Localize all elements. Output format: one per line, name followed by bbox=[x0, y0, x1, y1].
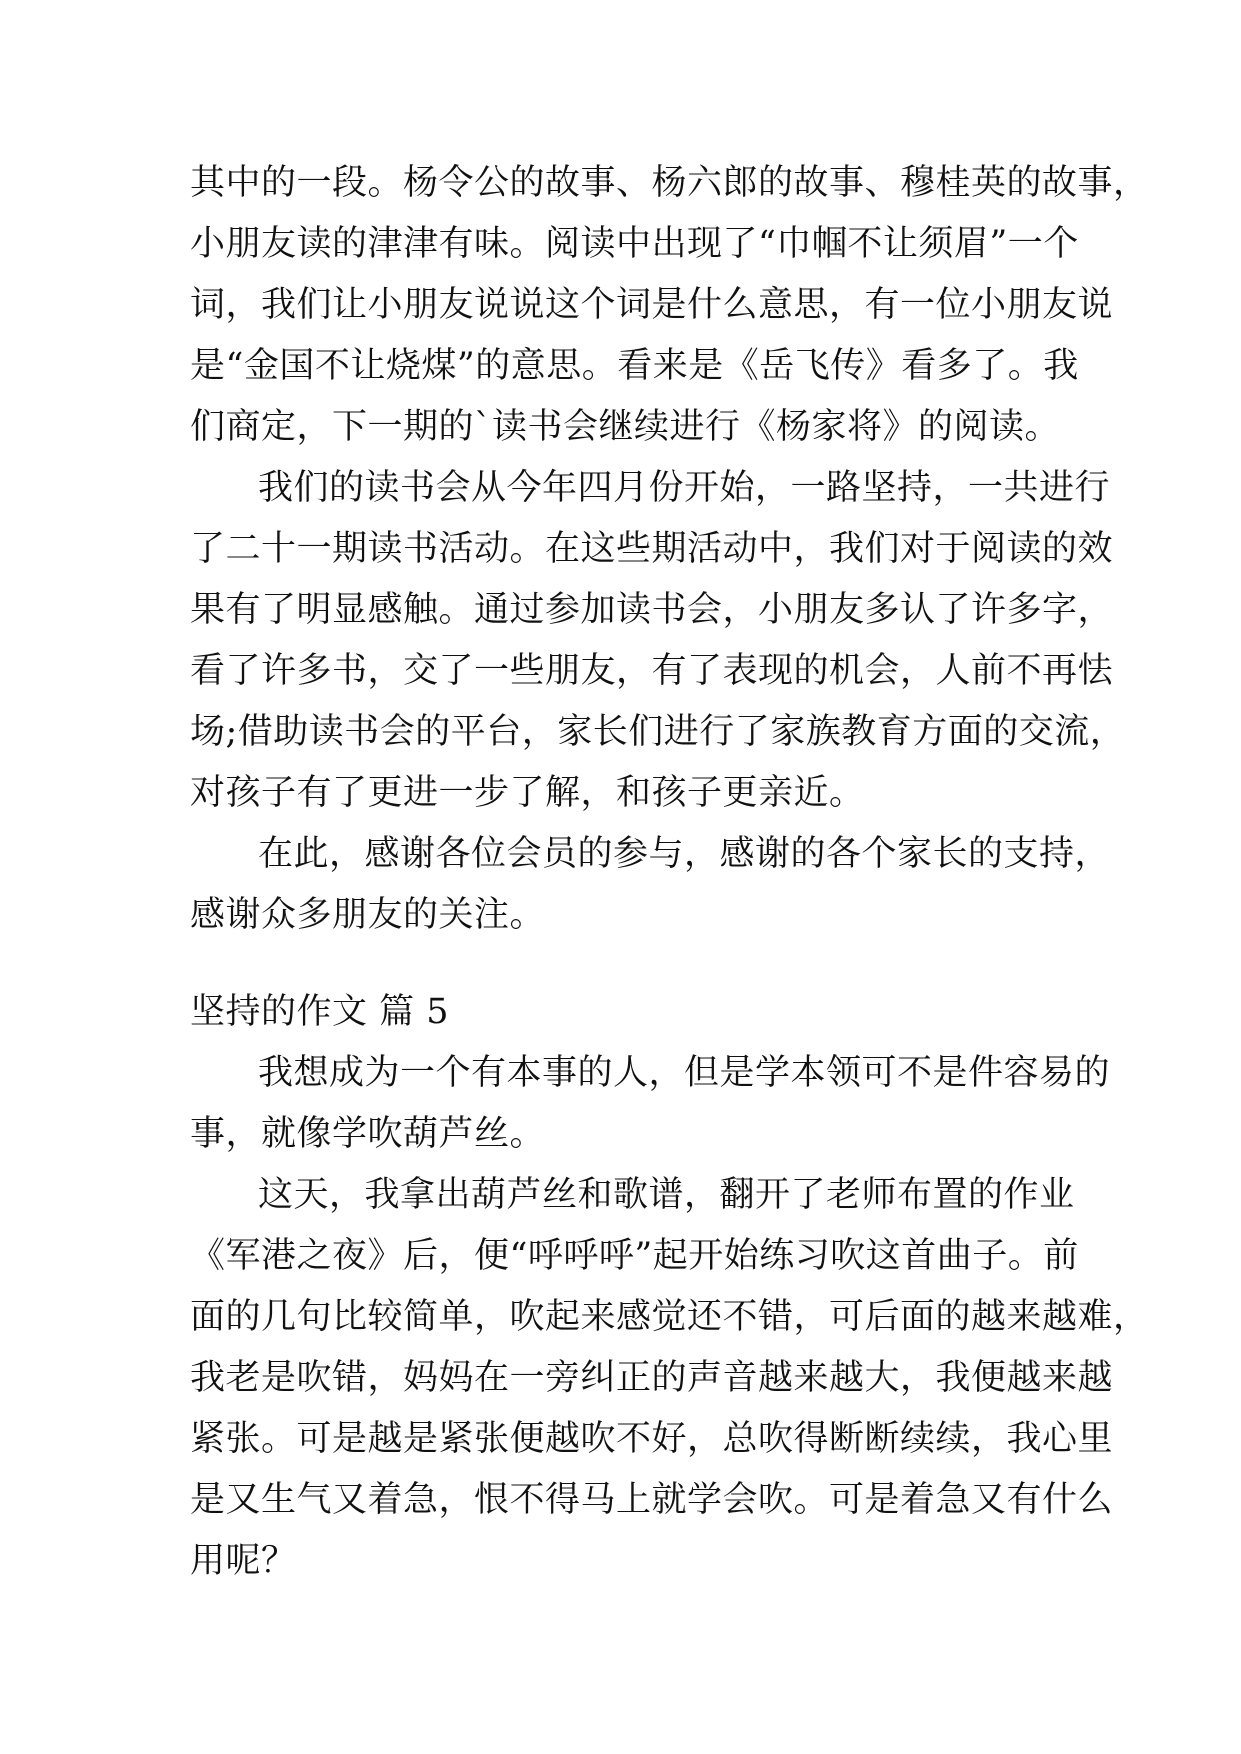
text-line: 紧张。可是越是紧张便越吹不好，总吹得断断续续，我心里 bbox=[190, 1419, 1114, 1459]
text-line: 面的几句比较简单，吹起来感觉还不错，可后面的越来越难， bbox=[190, 1297, 1149, 1337]
text-line: 我想成为一个有本事的人，但是学本领可不是件容易的 bbox=[258, 1053, 1111, 1093]
text-line: 这天，我拿出葫芦丝和歌谱，翻开了老师布置的作业 bbox=[258, 1175, 1075, 1215]
text-line: 是“金国不让烧煤”的意思。看来是《岳飞传》看多了。我 bbox=[190, 346, 1079, 386]
text-line: 场;借助读书会的平台，家长们进行了家族教育方面的交流， bbox=[190, 712, 1126, 752]
text-line: 对孩子有了更进一步了解，和孩子更亲近。 bbox=[190, 773, 865, 813]
section-heading: 坚持的作文 篇 5 bbox=[190, 992, 450, 1032]
text-line: 小朋友读的津津有味。阅读中出现了“巾帼不让须眉”一个 bbox=[190, 224, 1079, 264]
text-line: 了二十一期读书活动。在这些期活动中，我们对于阅读的效 bbox=[190, 529, 1114, 569]
text-line: 看了许多书，交了一些朋友，有了表现的机会，人前不再怯 bbox=[190, 651, 1114, 691]
text-line: 在此，感谢各位会员的参与，感谢的各个家长的支持， bbox=[258, 834, 1111, 874]
text-line: 我老是吹错，妈妈在一旁纠正的声音越来越大，我便越来越 bbox=[190, 1358, 1114, 1398]
text-line: 用呢？ bbox=[190, 1541, 297, 1581]
text-line: 其中的一段。杨令公的故事、杨六郎的故事、穆桂英的故事， bbox=[190, 163, 1149, 203]
text-line: 《军港之夜》后，便“呼呼呼”起开始练习吹这首曲子。前 bbox=[190, 1236, 1079, 1276]
text-line: 果有了明显感触。通过参加读书会，小朋友多认了许多字， bbox=[190, 590, 1114, 630]
text-line: 事，就像学吹葫芦丝。 bbox=[190, 1114, 546, 1154]
text-line: 感谢众多朋友的关注。 bbox=[190, 895, 546, 935]
text-line: 我们的读书会从今年四月份开始，一路坚持，一共进行 bbox=[258, 468, 1111, 508]
text-line: 是又生气又着急，恨不得马上就学会吹。可是着急又有什么 bbox=[190, 1480, 1114, 1520]
text-line: 词，我们让小朋友说说这个词是什么意思，有一位小朋友说 bbox=[190, 285, 1114, 325]
text-line: 们商定，下一期的`读书会继续进行《杨家将》的阅读。 bbox=[190, 407, 1061, 447]
